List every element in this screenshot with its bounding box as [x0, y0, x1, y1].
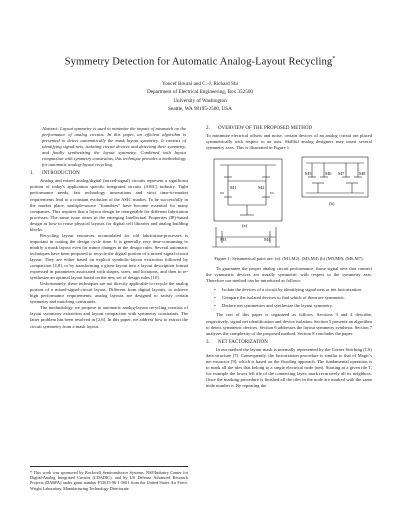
right-column: [206, 126, 372, 389]
figure-label-m5: M5: [305, 171, 312, 177]
section-1-paragraph-4: The methodology we propose to automatic analog-layout recycling consists of layout symmetry extraction and layout compaction with symmetry constraints. The latter problem has been resolved in [2,6]. In this paper, we address how to extract the circuit symmetry from a mask layout.: [30, 305, 188, 329]
figure-1a-frame: [214, 159, 282, 221]
figure-label-m1: M1: [230, 185, 237, 191]
method-step: • Deduce net symmetries and synthesize the layout symmetry.: [222, 303, 372, 309]
section-2-paragraph-1: To minimize electrical offsets and noise, certain devices of an analog circuit are placed symmetrically with respect to an axis. Skillful analog designers may insert several symmetry axes. This is illustrated in Figure 1.: [206, 133, 372, 151]
figure-1-schematic: [206, 153, 372, 253]
author-block: [0, 80, 400, 114]
figure-label-m2: M2: [258, 185, 265, 191]
title-footnote-mark: *: [332, 56, 336, 62]
abstract-lead: Abstract:: [42, 126, 61, 131]
section-2-title: OVERVIEW OF THE PROPOSED METHOD: [218, 126, 313, 131]
figure-1-caption: Figure 1: Symmetrical pairs are: (a). (M1,M2), (M3,M4) (b) (M5,M8), (M6,M7).: [214, 256, 364, 262]
figure-label-a: (a): [242, 223, 248, 229]
section-3-paragraph-1: In our method the layout mask is internally represented by the Corner Stitching (CS) data structure [7]. Consequently, the factorization procedure is similar to that of Magic's net extractor [9], which is based on the flooding approach. The fundamental operation is to mark all the tiles that belong to a single electrical node (net). Starting at a given tile T, for example the lower left tile of the connecting layer, mark recursively all its neighbors. Once the marking procedure is finished all the tiles in the node are marked with the same node number n. By repeating the: [206, 346, 372, 388]
section-2-paragraph-3: The rest of this paper is organized as follows. Sections 3 and 4 describe, respectively, signal net identification and device isolation. Section 5 presents an algorithm to detect symmetric devices. Section 6 addresses the layout symmetry synthesis. Section 7 analyzes the complexity of the proposed method. Section 8 concludes the paper.: [206, 312, 372, 336]
method-step: • Compare the isolated devices to find which of them are symmetric.: [222, 295, 372, 301]
section-3-number: 3.: [206, 339, 210, 345]
section-2-paragraph-2: To guarantee the proper analog circuit performance, those signal nets that connect the symmetric devices are usually symmetric with respect to the symmetry axis. Therefore our method can be introduced as follows:: [206, 266, 372, 284]
author-names: Youcef Bourai and C.-J. Richard Shi: [162, 81, 238, 87]
author-location: Seattle, WA 98195-2500, USA: [168, 106, 232, 113]
section-1-paragraph-1: Analog and mixed analog/digital (mixed-signal) circuits represent a significant portion of today's application specific integrated circuits (ASIC) industry. Tight performance needs, fast technology innovations and strict time-to-market requirements lead to a constant evolution of the ASIC market. To be successfully in the market place, multiple-source "foundries" have become essential for many companies. This requires that a layout design be retargetable for different fabrication processes. The same issue arises in the emerging Intellectual Properties (IP)-based design as how to reuse physical layouts for digital cell libraries and analog building blocks.: [30, 178, 188, 232]
section-3-heading: [206, 340, 372, 346]
author-university: University of Washington: [173, 97, 227, 104]
figure-1: [206, 153, 372, 253]
figure-label-m8: M8: [359, 171, 366, 177]
abstract-text: Layout symmetry is used to minimize the impact of mismatch on the performance of analog circuits. In this paper, an efficient algorithm is presented to detect automatically the mask layout symmetry. It consists of identifying signal nets, isolating circuit devices and detecting their symmetry, and finally synthesizing the layout symmetry. Combined with layout compaction with symmetry constraints, this technique provides a methodology for automatic analog-layout recycling.: [42, 126, 186, 168]
section-1-heading: [30, 171, 188, 177]
author-department: Department of Electrical Engineering, Box 352500: [146, 89, 254, 96]
section-1-title: INTRODUCTION: [42, 171, 80, 177]
paper-title: Symmetry Detection for Automatic Analog-Layout Recycling*: [64, 56, 336, 68]
figure-label-m4: M4: [264, 237, 271, 243]
section-1-paragraph-2: Recycling layout resources accumulated for old fabrication-processes is important in cutting the design cycle time. It is generally very time-consuming to modify a mask layout even for minor changes in the design rules. Several automatic techniques have been proposed to recycle the digital portion of a mixed-signal-circuit layout. They are either based on explicit symbolic-layout extraction followed by compaction [4,8], or by transforming a given layout into a layout description format expressed in parameters associated with shapes, sizes, and locations, and then to re-synthesize an optimal layout based on the new set of design rules [10].: [30, 232, 188, 281]
figure-label-m6: M6: [325, 171, 332, 177]
section-1-paragraph-3: Unfortunately, these techniques are not directly applicable to recycle the analog portion of a mixed-signal-circuit layout. Different from digital layouts, to achieve high performance requirements, analog layouts are designed to satisfy certain symmetry and matching constraints.: [30, 281, 188, 305]
figure-label-m3: M3: [220, 237, 227, 243]
left-column: [30, 126, 188, 330]
section-3-title: NET FACTORIZATION: [218, 339, 268, 345]
method-step: • Isolate the devices of a circuit by identifying signal nets or net factorization.: [222, 287, 372, 293]
figure-label-m7: M7: [338, 171, 345, 177]
abstract: [42, 126, 186, 168]
section-2-number: 2.: [206, 126, 210, 131]
section-2-heading: [206, 126, 372, 132]
footnote: * This work was sponsored by Rockwell Semiconductor Systems, NSF/Industry Center for Digital-Analog Integrated Circuits (CDADIC), and by US Defense Advanced Research Projects (DARPA) under grant number F33615-96-1-5601 from the United States Air Force, Wright Laboratory, Manufacturing Technology Directorate.: [30, 466, 188, 491]
method-steps-list: [206, 287, 372, 309]
figure-label-b: (b): [329, 201, 335, 207]
section-1-number: 1.: [30, 171, 34, 177]
